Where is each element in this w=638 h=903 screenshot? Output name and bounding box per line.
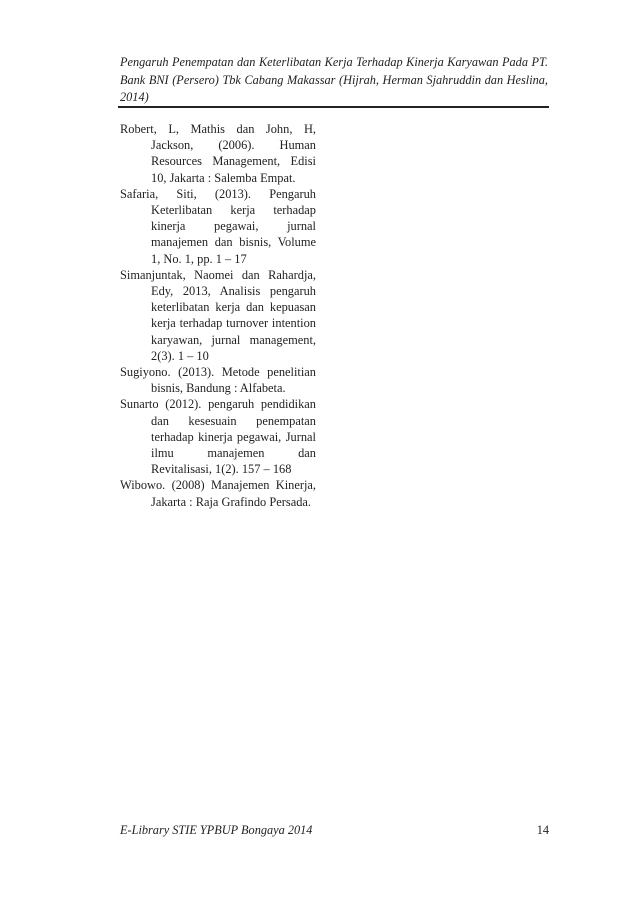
- reference-item: Safaria, Siti, (2013). Pengaruh Keterlibatan kerja terhadap kinerja pegawai, jurnal manajemen dan bisnis, Volume 1, No. 1, pp. 1 – 17: [120, 186, 316, 266]
- reference-item: Wibowo. (2008) Manajemen Kinerja, Jakarta : Raja Grafindo Persada.: [120, 478, 316, 509]
- reference-list: [120, 121, 316, 510]
- footer-library-label: E-Library STIE YPBUP Bongaya 2014: [120, 823, 313, 837]
- reference-item: Sunarto (2012). pengaruh pendidikan dan kesesuain penempatan terhadap kinerja pegawai, Jurnal ilmu manajemen dan Revitalisasi, 1(2). 157 – 168: [120, 397, 316, 477]
- reference-item: Sugiyono. (2013). Metode penelitian bisnis, Bandung : Alfabeta.: [120, 365, 316, 396]
- header-divider: [118, 106, 549, 108]
- page-number: 14: [536, 823, 549, 837]
- reference-item: Robert, L, Mathis dan John, H, Jackson, (2006). Human Resources Management, Edisi 10, Jakarta : Salemba Empat.: [120, 122, 316, 185]
- reference-item: Simanjuntak, Naomei dan Rahardja, Edy, 2013, Analisis pengaruh keterlibatan kerja dan kepuasan kerja terhadap turnover intention karyawan, jurnal management, 2(3). 1 – 10: [120, 267, 316, 363]
- running-header: Pengaruh Penempatan dan Keterlibatan Kerja Terhadap Kinerja Karyawan Pada PT. Bank BNI (Persero) Tbk Cabang Makassar (Hijrah, Herman Sjahruddin dan Heslina, 2014): [120, 55, 548, 104]
